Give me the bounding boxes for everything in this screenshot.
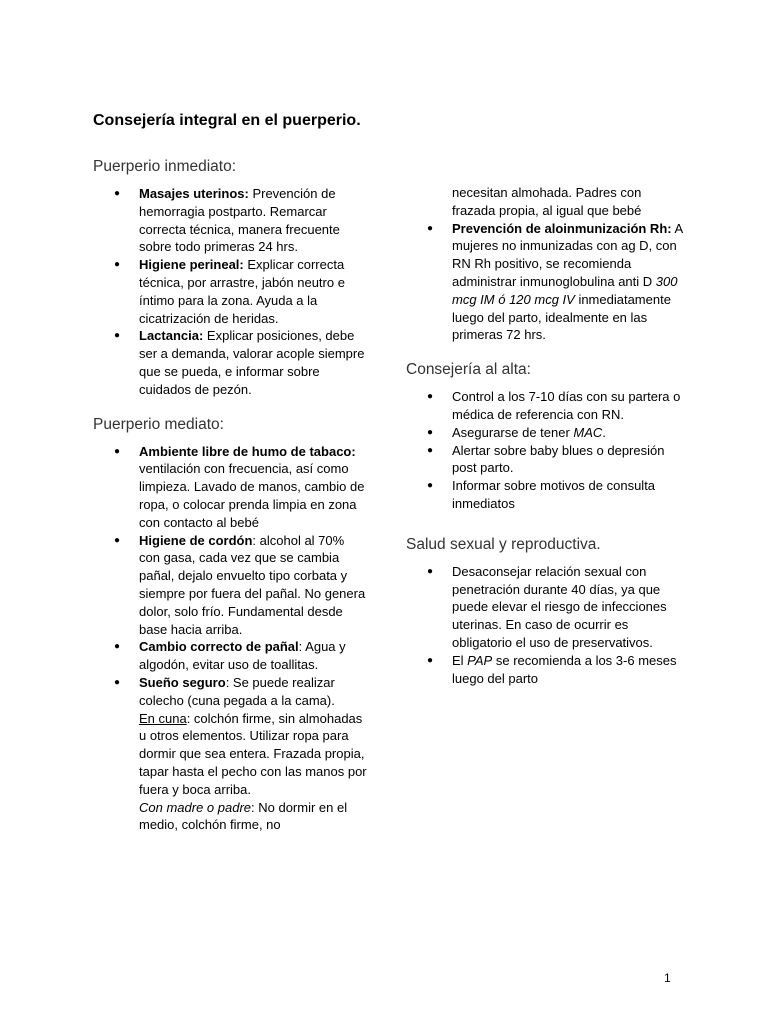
list-item	[93, 443, 368, 532]
list-item	[406, 652, 686, 688]
item-text: El	[452, 652, 468, 668]
madre-text: : No dormir en el medio, colchón firme, no	[139, 799, 348, 833]
section-heading-puerperio-mediato: Puerperio mediato:	[93, 415, 224, 433]
list-consejeria-alta	[406, 388, 686, 513]
item-label: Ambiente libre de humo de tabaco:	[139, 443, 356, 459]
item-text: Control a los 7-10 días con su partera o médica de referencia con RN.	[452, 389, 681, 422]
section-heading-consejeria-alta: Consejería al alta:	[406, 361, 531, 379]
right-column	[406, 184, 686, 703]
item-text: Prevención de hemorragia postparto. Remarcar correcta técnica, manera frecuente sobre todo primeras 24 hrs.	[139, 186, 340, 255]
item-label: Cambio correcto de pañal	[139, 639, 299, 655]
section-heading-salud-sexual: Salud sexual y reproductiva.	[406, 535, 601, 553]
item-text: Asegurarse de tener	[452, 424, 574, 440]
list-item	[93, 185, 368, 256]
item-text: Explicar correcta técnica, por arrastre, jabón neutro e íntimo para la zona. Ayuda a la cicatrización de heridas.	[139, 257, 345, 326]
continued-text: necesitan almohada. Padres con frazada propia, al igual que bebé	[452, 185, 642, 218]
list-item	[93, 638, 368, 674]
list-puerperio-inmediato	[93, 185, 368, 399]
cuna-label: En cuna	[139, 710, 187, 726]
list-item	[406, 563, 686, 652]
item-text: Alertar sobre baby blues o depresión post parto.	[452, 442, 665, 476]
item-text: Desaconsejar relación sexual con penetración durante 40 días, ya que puede elevar el riesgo de infecciones uterinas. En caso de ocurrir es obligatorio el uso de preservativos.	[452, 563, 667, 650]
item-label: Higiene de cordón	[139, 532, 253, 548]
list-item	[406, 424, 686, 442]
document-title: Consejería integral en el puerperio.	[93, 112, 361, 129]
item-text: : Agua y algodón, evitar uso de toallitas.	[139, 639, 346, 673]
list-item	[406, 220, 686, 345]
item-text: ventilación con frecuencia, así como limpieza. Lavado de manos, cambio de ropa, o colocar prenda limpia en zona con contacto al bebé	[139, 461, 365, 530]
item-label: Sueño seguro	[139, 674, 226, 690]
item-text: A mujeres no inmunizadas con ag D, con RN Rh positivo, se recomienda administrar inmunoglobulina anti D	[452, 220, 683, 289]
item-text: : Se puede realizar colecho (cuna pegada a la cama).	[139, 674, 335, 708]
list-item	[406, 388, 686, 424]
item-text: .	[602, 424, 606, 440]
item-text: : alcohol al 70% con gasa, cada vez que se cambia pañal, dejalo envuelto tipo corbata y siempre por fuera del pañal. No genera dolor, solo frío. Fundamental desde base hacia arriba.	[139, 532, 366, 637]
item-text: Informar sobre motivos de consulta inmediatos	[452, 478, 656, 511]
pap-text: PAP	[467, 652, 493, 668]
list-item	[406, 442, 686, 478]
page-number: 1	[664, 971, 671, 985]
left-column	[93, 157, 368, 850]
item-text: se recomienda a los 3-6 meses luego del parto	[452, 652, 677, 686]
list-item	[93, 327, 368, 398]
item-label: Masajes uterinos:	[139, 186, 249, 201]
list-salud-sexual	[406, 563, 686, 688]
list-aloinmunizacion	[406, 220, 686, 345]
list-item	[93, 532, 368, 639]
dose-text: 300 mcg IM ó 120 mcg IV	[452, 273, 678, 307]
list-puerperio-mediato	[93, 443, 368, 835]
item-label: Higiene perineal:	[139, 257, 244, 273]
section-heading-puerperio-inmediato: Puerperio inmediato:	[93, 158, 237, 175]
item-label: Lactancia:	[139, 328, 204, 344]
list-item	[93, 674, 368, 834]
madre-label: Con madre o padre	[139, 799, 252, 815]
item-text: Explicar posiciones, debe ser a demanda, valorar acople siempre que se pueda, e informar sobre cuidados de pezón.	[139, 328, 365, 397]
cuna-text: : colchón firme, sin almohadas u otros elementos. Utilizar ropa para dormir que sea entera. Frazada propia, tapar hasta el pecho con las manos por fuera y boca arriba.	[139, 710, 367, 797]
list-item	[406, 477, 686, 513]
mac-text: MAC	[573, 424, 603, 440]
item-label: Prevención de aloinmunización Rh:	[452, 220, 672, 236]
list-item	[93, 256, 368, 327]
item-text: inmediatamente luego del parto, idealmente en las primeras 72 hrs.	[452, 291, 671, 343]
